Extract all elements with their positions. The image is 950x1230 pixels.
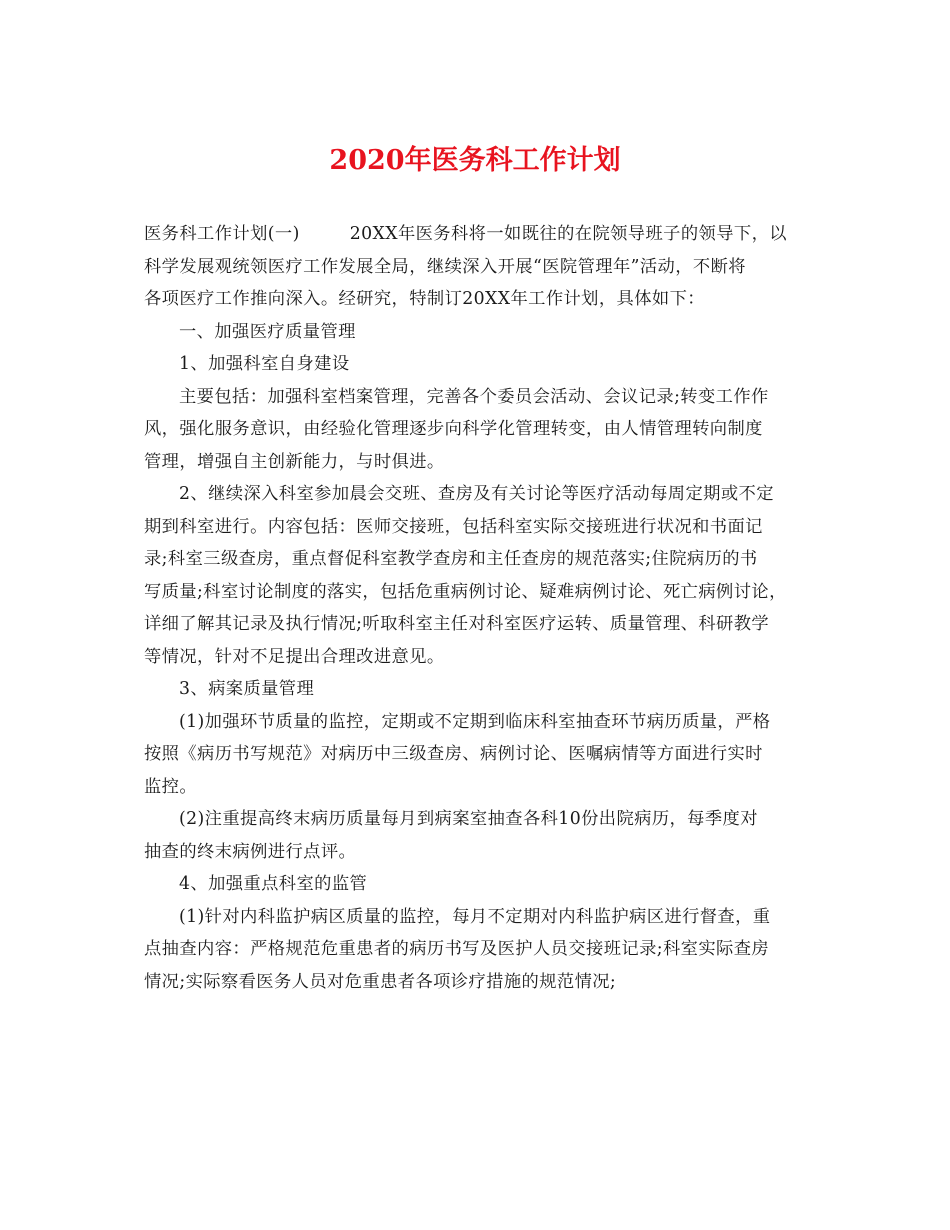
text-line: 2、继续深入科室参加晨会交班、查房及有关讨论等医疗活动每周定期或不定 [179,484,774,504]
text-line: 点抽查内容：严格规范危重患者的病历书写及医护人员交接班记录;科室实际查房 [144,939,770,959]
document-body [144,218,814,998]
text-line: (1)加强环节质量的监控，定期或不定期到临床科室抽查环节病历质量，严格 [179,711,771,732]
intro-heading: 医务科工作计划(一) [144,224,300,244]
text-line: 抽查的终末病例进行点评。 [144,841,357,862]
text-line: 各项医疗工作推向深入。经研究，特制订20XX年工作计划，具体如下： [144,289,705,309]
subsection-heading: 1、加强科室自身建设 [179,354,350,374]
text-line: 情况;实际察看医务人员对危重患者各项诊疗措施的规范情况; [144,971,617,992]
text-line: 按照《病历书写规范》对病历中三级查房、病例讨论、医嘱病情等方面进行实时 [144,744,763,764]
text-line: 主要包括：加强科室档案管理，完善各个委员会活动、会议记录;转变工作作 [179,386,769,407]
section-heading: 一、加强医疗质量管理 [179,321,356,342]
document-title: 2020年医务科工作计划 [329,145,621,176]
text-line: 科学发展观统领医疗工作发展全局，继续深入开展“医院管理年”活动，不断将 [144,256,746,277]
text-line: 期到科室进行。内容包括：医师交接班，包括科室实际交接班进行状况和书面记 [144,516,763,537]
text-line: 风，强化服务意识，由经验化管理逐步向科学化管理转变，由人情管理转向制度 [144,419,763,439]
subsection-heading: 4、加强重点科室的监管 [179,874,368,894]
text-line: 监控。 [144,776,198,797]
text-line: 写质量;科室讨论制度的落实，包括危重病例讨论、疑难病例讨论、死亡病例讨论， [144,581,787,602]
text-line: 详细了解其记录及执行情况;听取科室主任对科室医疗运转、质量管理、科研教学 [144,614,770,634]
text-line: (1)针对内科监护病区质量的监控，每月不定期对内科监护病区进行督查，重 [179,906,771,927]
text-line: 等情况，针对不足提出合理改进意见。 [144,646,445,667]
text-line: 录;科室三级查房，重点督促科室教学查房和主任查房的规范落实;住院病历的书 [144,549,758,569]
subsection-heading: 3、病案质量管理 [179,679,315,699]
intro-text: 20XX年医务科将一如既往的在院领导班子的领导下，以 [349,224,787,244]
text-line: 管理，增强自主创新能力，与时俱进。 [144,451,445,472]
text-line: (2)注重提高终末病历质量每月到病案室抽查各科10份出院病历，每季度对 [179,809,758,829]
text-line [144,218,814,251]
